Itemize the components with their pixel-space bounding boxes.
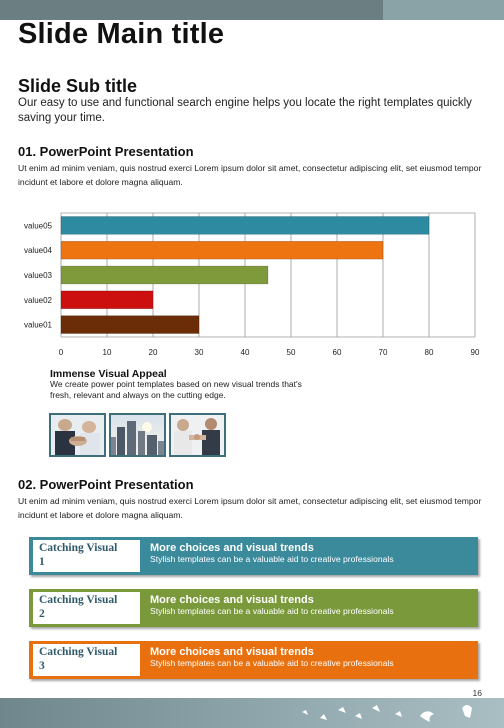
section2-body: Ut enim ad minim veniam, quis nostrud exerci Lorem ipsum dolor sit amet, consectetur adipiscing elit, set eiusmod tempor incidunt et labore et dolore magna aliquam. <box>18 496 482 520</box>
bar-value05 <box>61 216 429 234</box>
page-subtitle: Slide Sub title <box>18 76 138 96</box>
section1-body: Ut enim ad minim veniam, quis nostrud exerci Lorem ipsum dolor sit amet, consectetur adipiscing elit, set eiusmod tempor incidunt et labore et dolore magna aliquam. <box>18 163 482 187</box>
card-label <box>33 540 140 572</box>
card-text: Stylish templates can be a valuable aid to creative professionals <box>150 658 394 668</box>
category-label: value03 <box>23 271 52 280</box>
section1-title: 01. PowerPoint Presentation <box>18 144 194 159</box>
card-title: More choices and visual trends <box>150 594 314 606</box>
x-tick-label: 60 <box>332 348 342 357</box>
catching-visual-card-1 <box>29 537 478 575</box>
x-tick-label: 70 <box>378 348 388 357</box>
card-label <box>33 644 140 676</box>
bottom-banner <box>0 698 504 728</box>
category-label: value04 <box>23 246 52 256</box>
category-label: value02 <box>23 295 52 305</box>
x-tick-label: 40 <box>240 348 250 357</box>
subtitle-description: Our easy to use and functional search engine helps you locate the right templates quickly saving your time. <box>18 97 472 124</box>
city-skyline-photo <box>109 413 166 457</box>
meeting-handshake-photo <box>169 413 226 457</box>
card-label-line2: 1 <box>39 556 45 568</box>
card-label-line1: Catching Visual <box>39 594 118 606</box>
card-text: Stylish templates can be a valuable aid to creative professionals <box>150 554 394 564</box>
bar-value01 <box>61 316 199 334</box>
visual-heading: Immense Visual Appeal <box>50 368 167 380</box>
birds-decoration-icon <box>0 698 504 728</box>
bar-value03 <box>61 266 268 284</box>
card-title: More choices and visual trends <box>150 542 314 554</box>
x-tick-label: 20 <box>148 348 158 357</box>
catching-visual-card-3 <box>29 641 478 679</box>
x-tick-label: 0 <box>58 348 64 357</box>
team-hands-photo <box>49 413 106 457</box>
card-label <box>33 592 140 624</box>
x-tick-label: 50 <box>286 348 296 357</box>
card-label-line2: 3 <box>39 660 45 672</box>
bar-chart <box>0 206 504 364</box>
section2-title: 02. PowerPoint Presentation <box>18 477 194 492</box>
bar-value04 <box>61 241 383 259</box>
bar-value02 <box>61 291 153 309</box>
top-banner-dark <box>0 0 383 20</box>
x-tick-label: 90 <box>470 348 480 357</box>
card-label-line2: 2 <box>39 608 45 620</box>
category-label: value05 <box>23 221 52 231</box>
page-title: Slide Main title <box>18 18 225 50</box>
x-tick-label: 80 <box>424 348 434 357</box>
card-label-line1: Catching Visual <box>39 542 118 554</box>
x-tick-label: 10 <box>102 348 112 357</box>
page-number: 16 <box>472 688 482 698</box>
catching-visual-card-2 <box>29 589 478 627</box>
visual-description: We create power point templates based on new visual trends that's fresh, relevant and always on the cutting edge. <box>50 379 302 400</box>
card-label-line1: Catching Visual <box>39 646 118 658</box>
card-title: More choices and visual trends <box>150 646 314 658</box>
x-tick-label: 30 <box>194 348 204 357</box>
category-label: value01 <box>23 320 52 330</box>
card-text: Stylish templates can be a valuable aid to creative professionals <box>150 606 394 616</box>
